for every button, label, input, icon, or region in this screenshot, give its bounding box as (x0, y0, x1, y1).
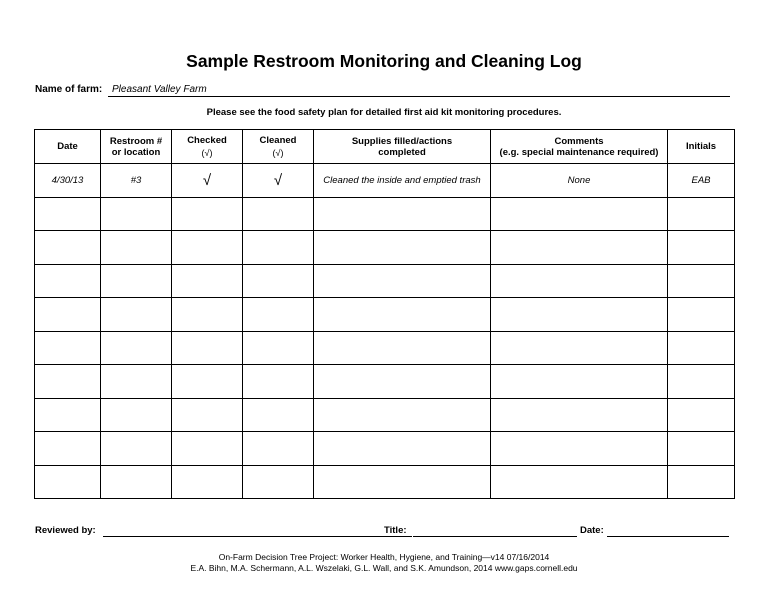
supplies-cell[interactable] (314, 331, 491, 365)
checked-cell[interactable] (172, 465, 243, 499)
restroom-cell[interactable] (101, 465, 172, 499)
date-cell[interactable]: 4/30/13 (35, 164, 101, 198)
supplies-cell[interactable] (314, 298, 491, 332)
cleaned-cell[interactable] (243, 298, 314, 332)
checked-cell[interactable] (172, 197, 243, 231)
cleaned-cell[interactable] (243, 164, 314, 198)
checkmark-hint: (√) (201, 147, 213, 158)
review-title-field[interactable] (413, 536, 577, 537)
checked-cell[interactable] (172, 365, 243, 399)
reviewed-by-label: Reviewed by: (35, 525, 96, 536)
initials-cell[interactable] (668, 465, 735, 499)
initials-cell[interactable] (668, 231, 735, 265)
restroom-cell[interactable] (101, 432, 172, 466)
date-cell[interactable] (35, 298, 101, 332)
checkmark-icon: √ (202, 171, 212, 189)
restroom-cell[interactable] (101, 331, 172, 365)
cleaned-cell[interactable] (243, 197, 314, 231)
header-restroom: Restroom # or location (101, 130, 172, 164)
header-cleaned: Cleaned (√) (243, 130, 314, 164)
supplies-cell[interactable] (314, 465, 491, 499)
table-row (35, 432, 735, 466)
cleaned-cell[interactable] (243, 398, 314, 432)
comments-cell[interactable] (491, 264, 668, 298)
initials-cell[interactable] (668, 365, 735, 399)
checked-cell[interactable] (172, 331, 243, 365)
restroom-cell[interactable]: #3 (101, 164, 172, 198)
table-row (35, 465, 735, 499)
table-row (35, 164, 735, 198)
header-comments: Comments (e.g. special maintenance required) (491, 130, 668, 164)
table-row (35, 231, 735, 265)
table-row (35, 264, 735, 298)
review-date-label: Date: (580, 525, 604, 536)
initials-cell[interactable] (668, 432, 735, 466)
farm-name-field[interactable]: Pleasant Valley Farm (108, 84, 730, 97)
comments-cell[interactable] (491, 331, 668, 365)
date-cell[interactable] (35, 264, 101, 298)
reviewed-by-field[interactable] (103, 536, 412, 537)
comments-cell[interactable] (491, 197, 668, 231)
date-cell[interactable] (35, 365, 101, 399)
comments-cell[interactable] (491, 298, 668, 332)
supplies-cell[interactable]: Cleaned the inside and emptied trash (314, 164, 491, 198)
supplies-cell[interactable] (314, 231, 491, 265)
restroom-cell[interactable] (101, 197, 172, 231)
comments-cell[interactable] (491, 432, 668, 466)
checked-cell[interactable] (172, 264, 243, 298)
cleaned-cell[interactable] (243, 465, 314, 499)
checked-cell[interactable] (172, 231, 243, 265)
table-row (35, 365, 735, 399)
comments-cell[interactable] (491, 365, 668, 399)
table-row (35, 331, 735, 365)
date-cell[interactable] (35, 331, 101, 365)
table-row (35, 197, 735, 231)
page-title: Sample Restroom Monitoring and Cleaning Log (186, 51, 582, 71)
cleaned-cell[interactable] (243, 331, 314, 365)
cleaned-cell[interactable] (243, 231, 314, 265)
table-row (35, 398, 735, 432)
supplies-cell[interactable] (314, 398, 491, 432)
footer-project-line: On-Farm Decision Tree Project: Worker Health, Hygiene, and Training—v14 07/16/2014 (218, 552, 550, 562)
date-cell[interactable] (35, 231, 101, 265)
header-date: Date (35, 130, 101, 164)
initials-cell[interactable] (668, 331, 735, 365)
supplies-cell[interactable] (314, 432, 491, 466)
date-cell[interactable] (35, 432, 101, 466)
restroom-cell[interactable] (101, 298, 172, 332)
date-cell[interactable] (35, 197, 101, 231)
comments-cell[interactable] (491, 465, 668, 499)
checked-cell[interactable] (172, 432, 243, 466)
footer-authors-line: E.A. Bihn, M.A. Schermann, A.L. Wszelaki, G.L. Wall, and S.K. Amundson, 2014 www.gaps.cornell.edu (190, 563, 578, 573)
initials-cell[interactable] (668, 298, 735, 332)
supplies-cell[interactable] (314, 197, 491, 231)
initials-cell[interactable] (668, 197, 735, 231)
restroom-cell[interactable] (101, 231, 172, 265)
cleaned-cell[interactable] (243, 264, 314, 298)
restroom-cell[interactable] (101, 398, 172, 432)
comments-cell[interactable] (491, 398, 668, 432)
restroom-cell[interactable] (101, 365, 172, 399)
initials-cell[interactable] (668, 264, 735, 298)
initials-cell[interactable] (668, 398, 735, 432)
checked-cell[interactable] (172, 398, 243, 432)
supplies-cell[interactable] (314, 264, 491, 298)
review-title-label: Title: (384, 525, 407, 536)
checkmark-hint: (√) (272, 147, 284, 158)
farm-name-label: Name of farm: (35, 84, 103, 95)
review-date-field[interactable] (607, 536, 729, 537)
table-row (35, 298, 735, 332)
header-initials: Initials (668, 130, 735, 164)
restroom-cell[interactable] (101, 264, 172, 298)
date-cell[interactable] (35, 398, 101, 432)
header-supplies: Supplies filled/actions completed (314, 130, 491, 164)
table-header-row (35, 130, 735, 164)
supplies-cell[interactable] (314, 365, 491, 399)
cleaned-cell[interactable] (243, 365, 314, 399)
checkmark-icon: √ (273, 171, 283, 189)
comments-cell[interactable]: None (491, 164, 668, 198)
date-cell[interactable] (35, 465, 101, 499)
first-aid-note: Please see the food safety plan for detailed first aid kit monitoring procedures. (206, 107, 562, 118)
checked-cell[interactable] (172, 164, 243, 198)
cleaned-cell[interactable] (243, 432, 314, 466)
cleaning-log-table (34, 129, 735, 499)
comments-cell[interactable] (491, 231, 668, 265)
checked-cell[interactable] (172, 298, 243, 332)
review-signature-row (35, 525, 735, 539)
farm-name-row (35, 84, 730, 98)
initials-cell[interactable]: EAB (668, 164, 735, 198)
header-checked: Checked (√) (172, 130, 243, 164)
